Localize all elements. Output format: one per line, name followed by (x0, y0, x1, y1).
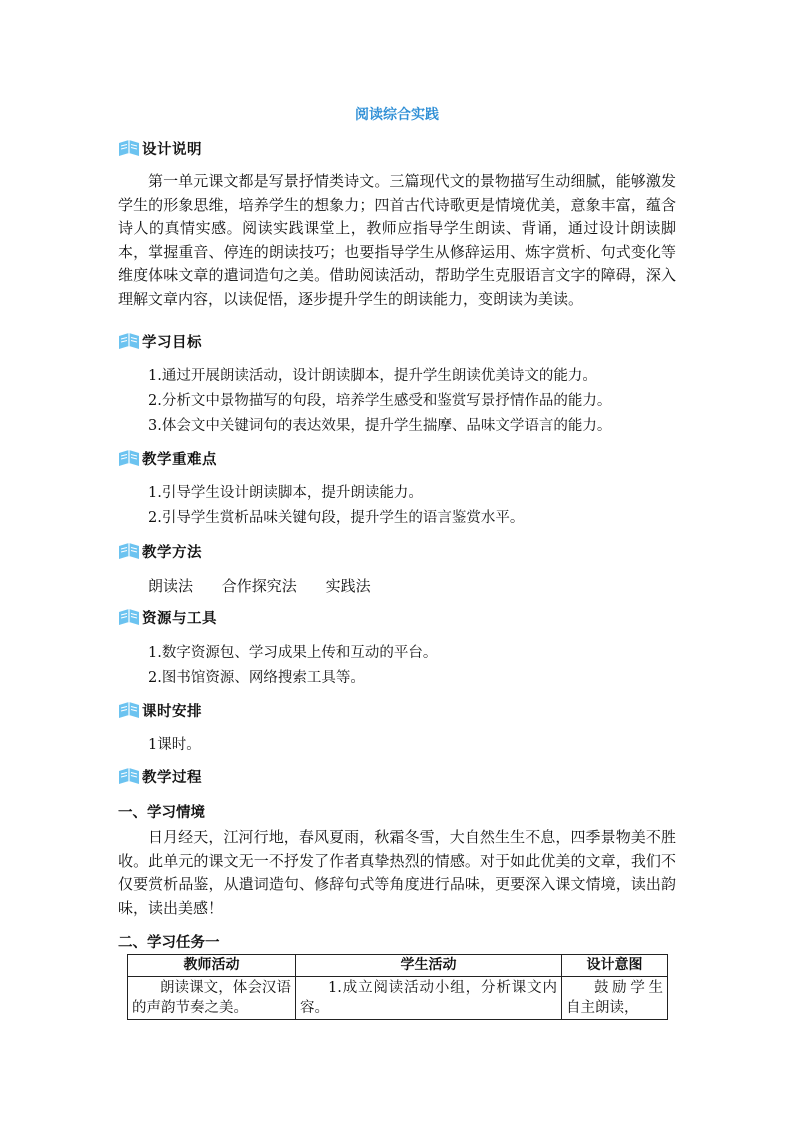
method-item: 合作探究法 (221, 577, 297, 595)
book-icon (118, 766, 140, 786)
keypoint-item: 2.引导学生赏析品味关键句段，提升学生的语言鉴赏水平。 (148, 510, 525, 526)
keypoint-item: 1.引导学生设计朗读脚本，提升朗读能力。 (148, 485, 423, 501)
table-cell: 朗读课文，体会汉语的声韵节奏之美。 (128, 977, 296, 1020)
book-icon (118, 448, 140, 468)
schedule-text: 1课时。 (148, 737, 201, 753)
section-label: 资源与工具 (142, 610, 217, 627)
section-label: 教学方法 (142, 544, 202, 561)
section-label: 教学过程 (142, 769, 202, 786)
book-icon (118, 331, 140, 351)
table-cell: 鼓励学生自主朗读， (562, 977, 668, 1020)
situation-paragraph: 日月经天，江河行地，春风夏雨，秋霜冬雪，大自然生生不息，四季景物美不胜收。此单元的课文无一不抒发了作者真挚热烈的情感。对于如此优美的文章，我们不仅要赏析品鉴，从遣词造句、修辞句式等角度进行品味，更要深入课文情境，读出韵味，读出美感！ (118, 828, 676, 917)
book-icon (118, 607, 140, 627)
section-methods-heading (118, 539, 202, 563)
section-label: 教学重难点 (142, 451, 217, 468)
table-header: 设计意图 (562, 955, 668, 977)
document-title: 阅读综合实践 (355, 107, 439, 123)
resource-item: 2.图书馆资源、网络搜索工具等。 (148, 670, 365, 686)
method-item: 朗读法 (148, 577, 194, 595)
section-label: 课时安排 (142, 703, 202, 720)
resource-item: 1.数字资源包、学习成果上传和互动的平台。 (148, 645, 438, 661)
table-row (128, 977, 668, 1020)
book-icon (118, 138, 140, 158)
book-icon (118, 541, 140, 561)
task-table (127, 954, 668, 1020)
goal-item: 2.分析文中景物描写的句段，培养学生感受和鉴赏写景抒情作品的能力。 (148, 393, 612, 409)
goal-item: 1.通过开展朗读活动，设计朗读脚本，提升学生朗读优美诗文的能力。 (148, 368, 597, 384)
book-icon (118, 700, 140, 720)
section-design-heading (118, 136, 202, 160)
method-item: 实践法 (325, 577, 371, 595)
design-paragraph: 第一单元课文都是写景抒情类诗文。三篇现代文的景物描写生动细腻，能够激发学生的形象思维，培养学生的想象力；四首古代诗歌更是情境优美，意象丰富，蕴含诗人的真情实感。阅读实践课堂上，教师应指导学生朗读、背诵，通过设计朗读脚本，掌握重音、停连的朗读技巧；也要指导学生从修辞运用、炼字赏析、句式变化等维度体味文章的遣词造句之美。借助阅读活动，帮助学生克服语言文字的障碍，深入理解文章内容，以读促悟，逐步提升学生的朗读能力，变朗读为美读。 (118, 172, 676, 308)
table-cell: 1.成立阅读活动小组，分析课文内容。 (296, 977, 562, 1020)
section-schedule-heading (118, 698, 202, 722)
section-label: 学习目标 (142, 334, 202, 351)
subsection-title: 二、学习任务一 (118, 935, 220, 951)
section-keypoints-heading (118, 446, 217, 470)
section-process-heading (118, 764, 202, 788)
subsection-title: 一、学习情境 (118, 805, 205, 821)
section-label: 设计说明 (142, 141, 202, 158)
table-header-row (128, 955, 668, 977)
table-header: 教师活动 (128, 955, 296, 977)
table-header: 学生活动 (296, 955, 562, 977)
section-resources-heading (118, 605, 217, 629)
goal-item: 3.体会文中关键词句的表达效果，提升学生揣摩、品味文学语言的能力。 (148, 418, 612, 434)
methods-list (148, 576, 395, 596)
section-goals-heading (118, 329, 202, 353)
